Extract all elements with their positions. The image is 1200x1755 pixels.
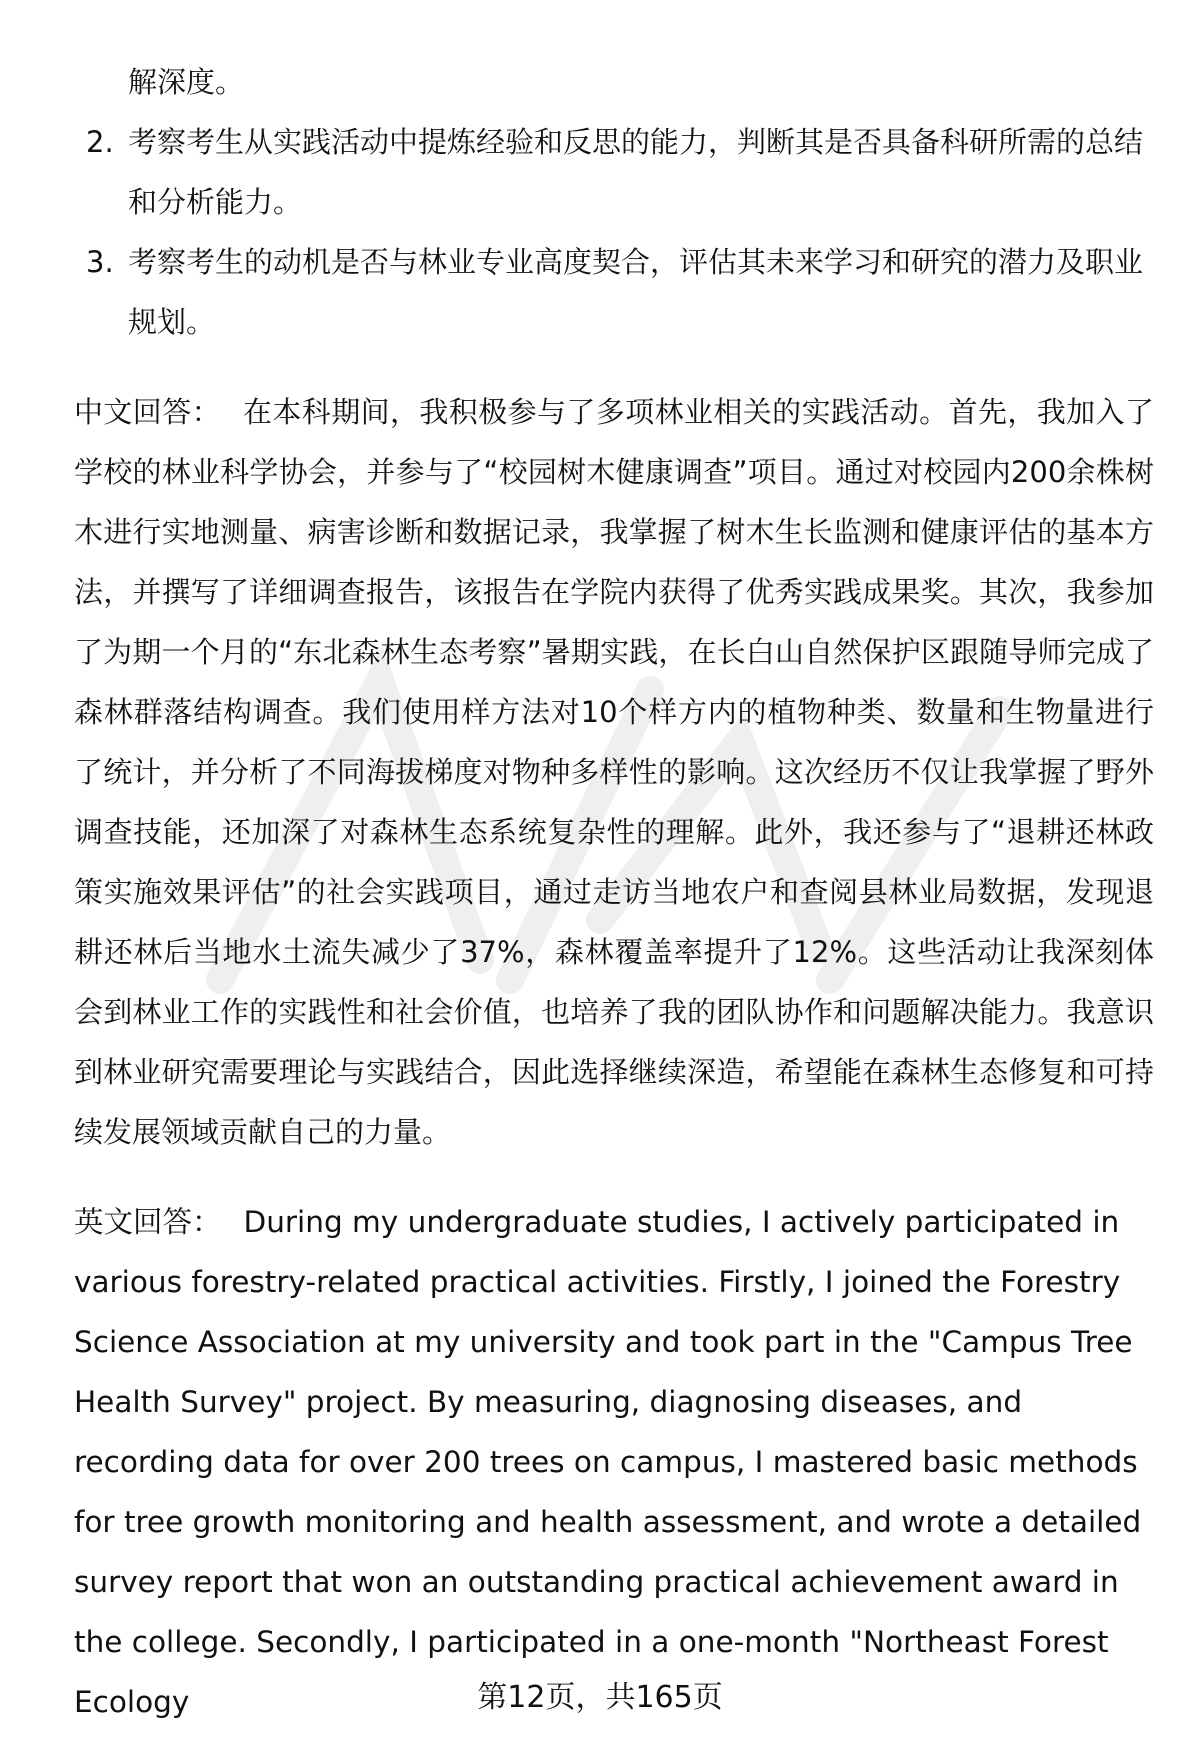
list-item-text: 考察考生从实践活动中提炼经验和反思的能力，判断其是否具备科研所需的总结和分析能力。 [128, 125, 1144, 219]
page-number: 第12页，共165页 [477, 1680, 723, 1715]
list-item-text: 考察考生的动机是否与林业专业高度契合，评估其未来学习和研究的潜力及职业规划。 [128, 245, 1144, 339]
list-item-number: 2. [86, 125, 114, 159]
criteria-list [74, 112, 1154, 352]
list-item [74, 232, 1154, 352]
english-answer-text: During my undergraduate studies, I actively participated in various forestry-related practical activities. Firstly, I joined the Forestry Science Association at my university and took part in the "Campus Tree Health Survey" project. By measuring, diagnosing diseases, and recording data for over 200 trees on campus, I mastered basic methods for tree growth monitoring and health assessment, and wrote a detailed survey report that won an outstanding practical achievement award in the college. Secondly, I participated in a one-month "Northeast Forest Ecology [74, 1205, 1142, 1719]
document-content [74, 52, 1154, 1732]
english-answer-paragraph [74, 1192, 1154, 1732]
chinese-answer-text: 在本科期间，我积极参与了多项林业相关的实践活动。首先，我加入了学校的林业科学协会，并参与了“校园树木健康调查”项目。通过对校园内200余株树木进行实地测量、病害诊断和数据记录，我掌握了树木生长监测和健康评估的基本方法，并撰写了详细调查报告，该报告在学院内获得了优秀实践成果奖。其次，我参加了为期一个月的“东北森林生态考察”暑期实践，在长白山自然保护区跟随导师完成了森林群落结构调查。我们使用样方法对10个样方内的植物种类、数量和生物量进行了统计，并分析了不同海拔梯度对物种多样性的影响。这次经历不仅让我掌握了野外调查技能，还加深了对森林生态系统复杂性的理解。此外，我还参与了“退耕还林政策实施效果评估”的社会实践项目，通过走访当地农户和查阅县林业局数据，发现退耕还林后当地水土流失减少了37%，森林覆盖率提升了12%。这些活动让我深刻体会到林业工作的实践性和社会价值，也培养了我的团队协作和问题解决能力。我意识到林业研究需要理论与实践结合，因此选择继续深造，希望能在森林生态修复和可持续发展领域贡献自己的力量。 [74, 395, 1154, 1149]
list-item [74, 112, 1154, 232]
chinese-answer-label: 中文回答： [74, 395, 221, 429]
english-answer-label: 英文回答： [74, 1205, 222, 1239]
list-item-number: 3. [86, 245, 114, 279]
continued-text: 解深度。 [128, 65, 245, 99]
chinese-answer-paragraph [74, 382, 1154, 1162]
page-footer [0, 1678, 1200, 1718]
